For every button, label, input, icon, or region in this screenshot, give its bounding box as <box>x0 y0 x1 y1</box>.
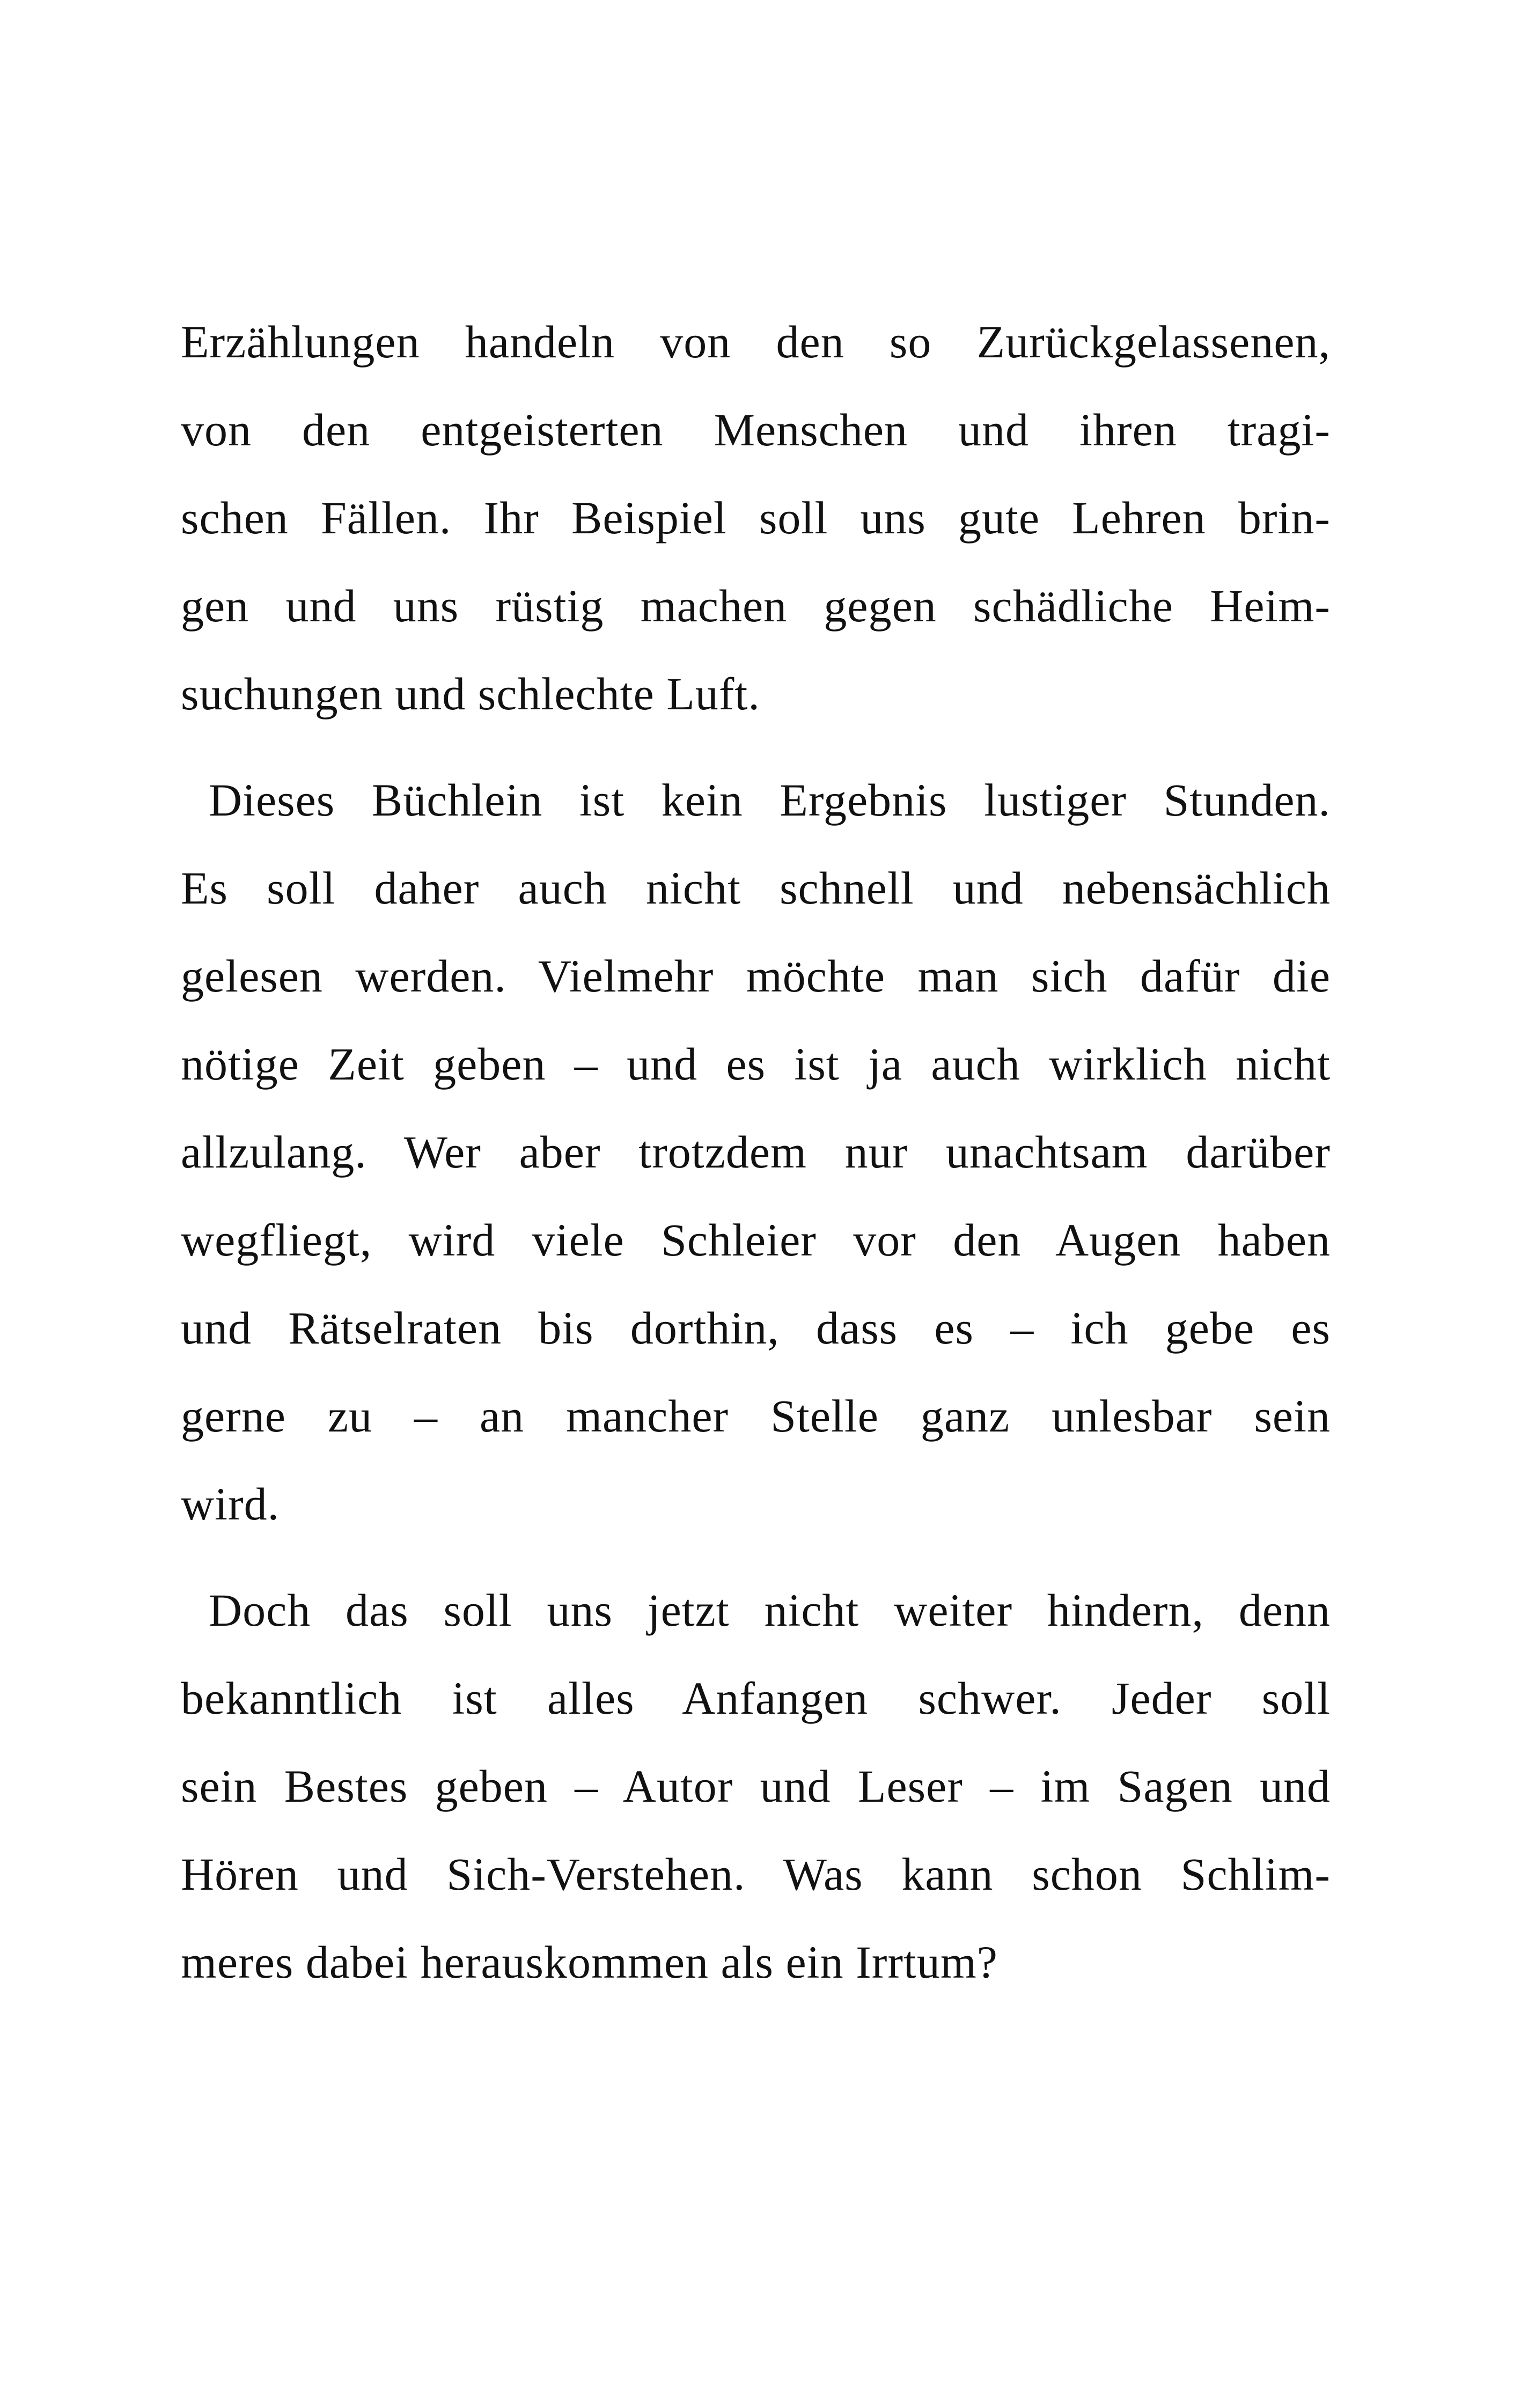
text-line: und Rätselraten bis dorthin, dass es – ich gebe es <box>181 1302 1331 1354</box>
text-line: wegfliegt, wird viele Schleier vor den Augen haben <box>181 1214 1331 1266</box>
text-line: Hören und Sich-Verstehen. Was kann schon Schlim- <box>181 1848 1331 1900</box>
paragraph-2 <box>181 756 1331 1548</box>
text-line: bekanntlich ist alles Anfangen schwer. Jeder soll <box>181 1672 1331 1724</box>
text-line: Es soll daher auch nicht schnell und nebensächlich <box>181 862 1331 914</box>
text-line: allzulang. Wer aber trotzdem nur unachtsam darüber <box>181 1126 1331 1178</box>
text-line: Erzählungen handeln von den so Zurückgelassenen, <box>181 316 1331 368</box>
text-line: meres dabei herauskommen als ein Irrtum? <box>181 1936 998 1988</box>
text-line: gerne zu – an mancher Stelle ganz unlesbar sein <box>181 1390 1331 1442</box>
text-line: sein Bestes geben – Autor und Leser – im Sagen und <box>181 1760 1331 1812</box>
paragraph-1 <box>181 298 1331 738</box>
text-line: gen und uns rüstig machen gegen schädliche Heim- <box>181 580 1331 632</box>
text-line: von den entgeisterten Menschen und ihren tragi- <box>181 404 1331 456</box>
text-line: suchungen und schlechte Luft. <box>181 668 760 720</box>
text-line: schen Fällen. Ihr Beispiel soll uns gute Lehren brin- <box>181 492 1331 544</box>
text-line: Dieses Büchlein ist kein Ergebnis lustiger Stunden. <box>209 774 1331 826</box>
text-line: wird. <box>181 1478 280 1530</box>
body-text <box>181 298 1331 2006</box>
text-line: nötige Zeit geben – und es ist ja auch wirklich nicht <box>181 1038 1331 1090</box>
paragraph-3 <box>181 1566 1331 2006</box>
text-line: gelesen werden. Vielmehr möchte man sich dafür die <box>181 950 1331 1002</box>
text-line: Doch das soll uns jetzt nicht weiter hindern, denn <box>209 1584 1331 1636</box>
